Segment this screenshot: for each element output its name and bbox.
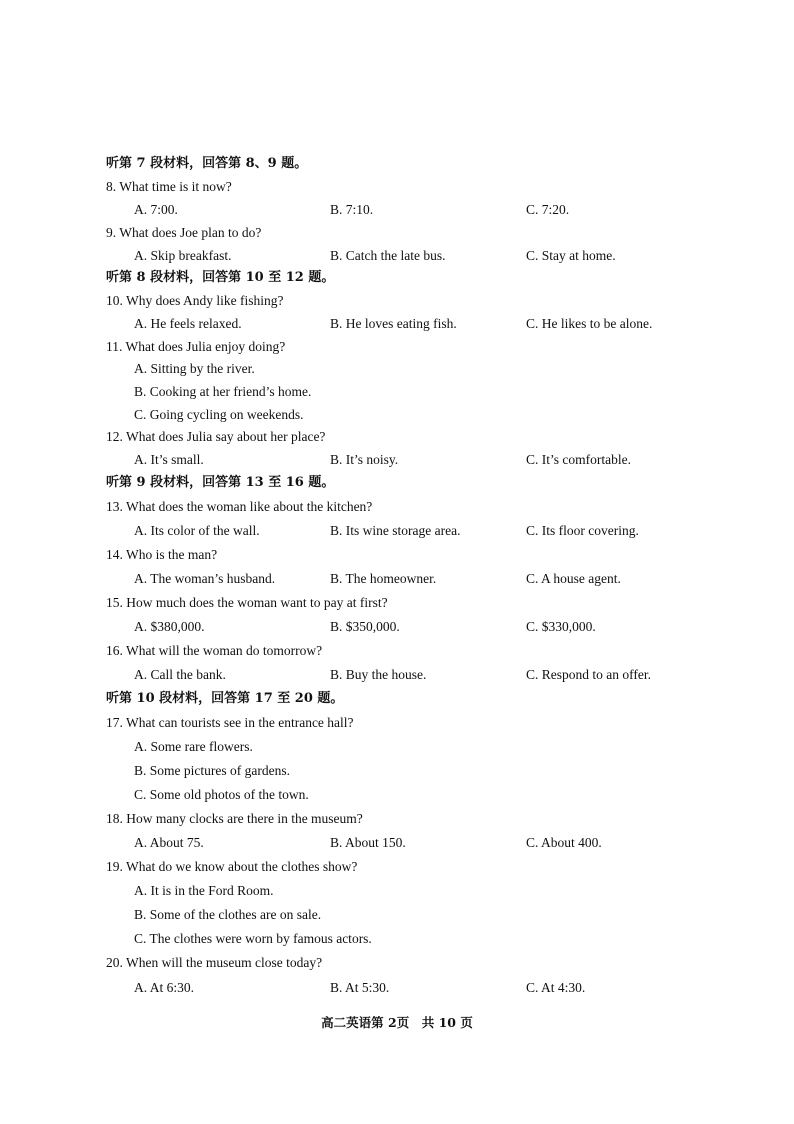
- question-stem: 17. What can tourists see in the entrance hall?: [106, 715, 354, 730]
- option-a: A. About 75.: [134, 835, 204, 850]
- option-c: C. Its floor covering.: [526, 523, 639, 538]
- option-b: B. At 5:30.: [330, 980, 390, 995]
- question-17-stem-row: [0, 713, 794, 733]
- question-17-option-a-row: [0, 737, 794, 757]
- option-c: C. $330,000.: [526, 619, 596, 634]
- question-9-options: [0, 246, 794, 266]
- question-10-options: [0, 314, 794, 334]
- question-19-option-a-row: [0, 881, 794, 901]
- option-a: A. Sitting by the river.: [134, 361, 255, 376]
- page-footer: 高二英语第 2页 共 10 页: [321, 1015, 473, 1030]
- question-8-stem-row: [0, 177, 794, 197]
- question-11-option-a-row: [0, 359, 794, 379]
- option-c: C. It’s comfortable.: [526, 452, 631, 467]
- option-b: B. The homeowner.: [330, 571, 437, 586]
- question-19-option-c-row: [0, 929, 794, 949]
- option-c: C. Respond to an offer.: [526, 667, 651, 682]
- option-a: A. Some rare flowers.: [134, 739, 253, 754]
- question-stem: 13. What does the woman like about the kitchen?: [106, 499, 373, 514]
- section-header-8: [0, 268, 794, 288]
- section-header-9: [0, 473, 794, 493]
- option-b: B. 7:10.: [330, 202, 374, 217]
- section-header-text: 听第 10 段材料，回答第 17 至 20 题。: [106, 691, 344, 706]
- section-header-text: 听第 7 段材料，回答第 8、9 题。: [106, 156, 308, 171]
- question-12-options: [0, 450, 794, 470]
- option-c: C. 7:20.: [526, 202, 570, 217]
- option-b: B. Buy the house.: [330, 667, 427, 682]
- section-header-7: [0, 154, 794, 174]
- question-stem: 14. Who is the man?: [106, 547, 218, 562]
- question-stem: 12. What does Julia say about her place?: [106, 429, 326, 444]
- question-16-stem-row: [0, 641, 794, 661]
- option-a: A. He feels relaxed.: [134, 316, 242, 331]
- question-9-stem-row: [0, 223, 794, 243]
- option-a: A. It is in the Ford Room.: [134, 883, 274, 898]
- option-b: B. Its wine storage area.: [330, 523, 461, 538]
- option-c: C. A house agent.: [526, 571, 621, 586]
- question-stem: 18. How many clocks are there in the museum?: [106, 811, 363, 826]
- option-b: B. Some pictures of gardens.: [134, 763, 290, 778]
- question-13-options: [0, 521, 794, 541]
- question-19-option-b-row: [0, 905, 794, 925]
- question-17-option-c-row: [0, 785, 794, 805]
- option-b: B. $350,000.: [330, 619, 400, 634]
- question-11-option-c-row: [0, 405, 794, 425]
- option-b: B. Some of the clothes are on sale.: [134, 907, 322, 922]
- question-20-stem-row: [0, 953, 794, 973]
- question-16-options: [0, 665, 794, 685]
- question-13-stem-row: [0, 497, 794, 517]
- option-a: A. Skip breakfast.: [134, 248, 232, 263]
- option-a: A. Call the bank.: [134, 667, 226, 682]
- option-b: B. Cooking at her friend’s home.: [134, 384, 312, 399]
- question-stem: 16. What will the woman do tomorrow?: [106, 643, 323, 658]
- question-18-options: [0, 833, 794, 853]
- option-a: A. The woman’s husband.: [134, 571, 276, 586]
- question-20-options: [0, 978, 794, 998]
- option-c: C. About 400.: [526, 835, 602, 850]
- option-b: B. It’s noisy.: [330, 452, 399, 467]
- question-stem: 11. What does Julia enjoy doing?: [106, 339, 286, 354]
- question-stem: 8. What time is it now?: [106, 179, 232, 194]
- question-17-option-b-row: [0, 761, 794, 781]
- question-15-options: [0, 617, 794, 637]
- question-12-stem-row: [0, 427, 794, 447]
- question-11-option-b-row: [0, 382, 794, 402]
- option-a: A. At 6:30.: [134, 980, 195, 995]
- option-c: C. Some old photos of the town.: [134, 787, 309, 802]
- question-stem: 9. What does Joe plan to do?: [106, 225, 262, 240]
- option-b: B. Catch the late bus.: [330, 248, 446, 263]
- question-18-stem-row: [0, 809, 794, 829]
- question-19-stem-row: [0, 857, 794, 877]
- option-c: C. The clothes were worn by famous actors.: [134, 931, 372, 946]
- option-a: A. 7:00.: [134, 202, 178, 217]
- question-10-stem-row: [0, 291, 794, 311]
- question-14-stem-row: [0, 545, 794, 565]
- question-15-stem-row: [0, 593, 794, 613]
- question-stem: 15. How much does the woman want to pay at first?: [106, 595, 388, 610]
- question-14-options: [0, 569, 794, 589]
- question-11-stem-row: [0, 337, 794, 357]
- question-stem: 19. What do we know about the clothes show?: [106, 859, 358, 874]
- section-header-text: 听第 9 段材料，回答第 13 至 16 题。: [106, 475, 335, 490]
- option-a: A. It’s small.: [134, 452, 204, 467]
- option-c: C. At 4:30.: [526, 980, 586, 995]
- option-b: B. About 150.: [330, 835, 406, 850]
- option-c: C. He likes to be alone.: [526, 316, 653, 331]
- section-header-10: [0, 689, 794, 709]
- question-stem: 20. When will the museum close today?: [106, 955, 323, 970]
- option-a: A. Its color of the wall.: [134, 523, 260, 538]
- question-stem: 10. Why does Andy like fishing?: [106, 293, 284, 308]
- option-c: C. Stay at home.: [526, 248, 616, 263]
- question-8-options: [0, 200, 794, 220]
- option-b: B. He loves eating fish.: [330, 316, 457, 331]
- option-c: C. Going cycling on weekends.: [134, 407, 304, 422]
- option-a: A. $380,000.: [134, 619, 205, 634]
- section-header-text: 听第 8 段材料，回答第 10 至 12 题。: [106, 270, 335, 285]
